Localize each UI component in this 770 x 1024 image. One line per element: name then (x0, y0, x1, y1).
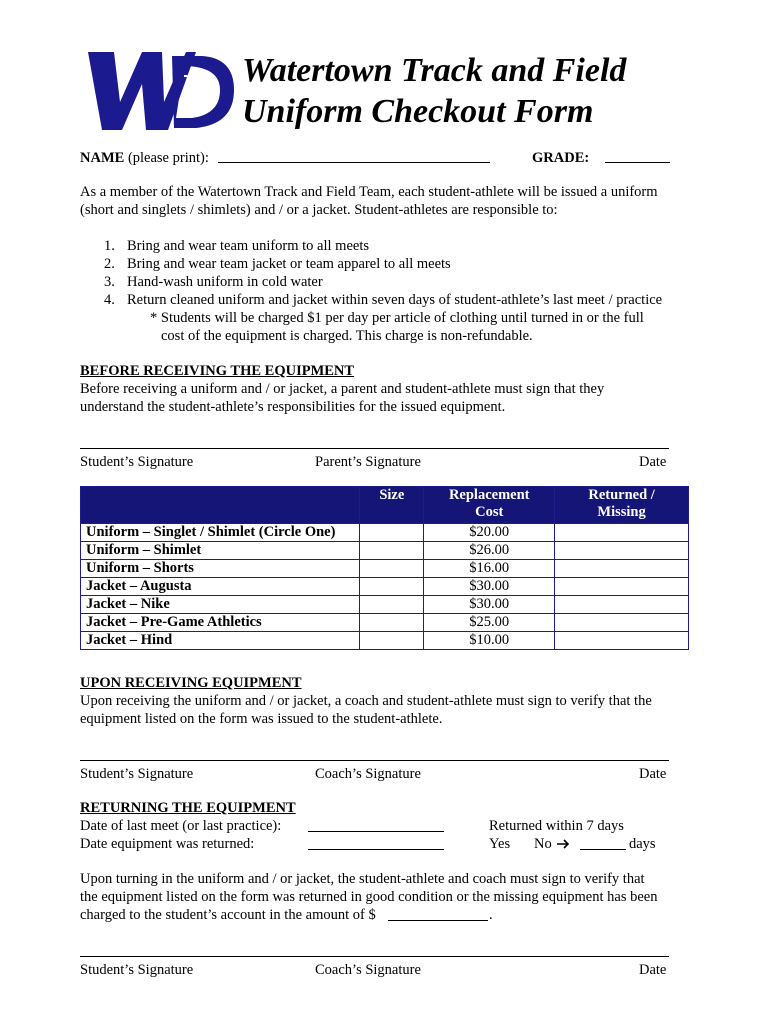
grade-label: GRADE: (532, 150, 590, 166)
list-item: 2. (104, 256, 115, 272)
equipment-table (80, 486, 689, 650)
table-row (81, 542, 689, 560)
table-header-cost: Replacement Cost (424, 487, 555, 524)
date-label: Date (639, 962, 667, 978)
last-meet-input-line[interactable] (308, 831, 444, 832)
amount-input-line[interactable] (388, 920, 488, 921)
upon-line-1: Upon receiving the uniform and / or jacket, a coach and student-athlete must sign to verify that the (80, 693, 652, 709)
name-input-line[interactable] (218, 162, 490, 163)
table-row (81, 560, 689, 578)
cost-cell: $30.00 (424, 596, 555, 614)
size-cell[interactable] (360, 596, 424, 614)
size-cell[interactable] (360, 632, 424, 650)
name-label: NAME (80, 150, 125, 166)
return-date-input-line[interactable] (308, 849, 444, 850)
table-row (81, 578, 689, 596)
name-hint: (please print): (124, 150, 209, 166)
returning-line-3-end: . (489, 907, 493, 923)
table-row (81, 632, 689, 650)
note-line-2: cost of the equipment is charged. This charge is non-refundable. (161, 328, 533, 344)
item-name: Jacket – Augusta (81, 578, 360, 596)
item-name: Jacket – Nike (81, 596, 360, 614)
last-meet-label: Date of last meet (or last practice): (80, 818, 282, 834)
signature-line[interactable] (80, 956, 669, 957)
list-item-text: Bring and wear team uniform to all meets (127, 238, 369, 254)
returned-cell[interactable] (555, 614, 689, 632)
size-cell[interactable] (360, 578, 424, 596)
grade-input-line[interactable] (605, 162, 670, 163)
note-line-1: * Students will be charged $1 per day per article of clothing until turned in or the full (150, 310, 644, 326)
item-name: Uniform – Singlet / Shimlet (Circle One) (81, 524, 360, 542)
cost-cell: $30.00 (424, 578, 555, 596)
size-cell[interactable] (360, 524, 424, 542)
cost-cell: $16.00 (424, 560, 555, 578)
list-item-text: Hand-wash uniform in cold water (127, 274, 323, 290)
returning-line-2: the equipment listed on the form was returned in good condition or the missing equipment has been (80, 889, 658, 905)
list-item-text: Bring and wear team jacket or team apparel to all meets (127, 256, 451, 272)
item-name: Jacket – Pre-Game Athletics (81, 614, 360, 632)
returning-line-3: charged to the student’s account in the amount of $ (80, 907, 376, 923)
table-header-row (81, 487, 689, 524)
days-label: days (629, 836, 656, 852)
return-date-label: Date equipment was returned: (80, 836, 255, 852)
yes-option[interactable]: Yes (489, 836, 511, 852)
list-item-text: Return cleaned uniform and jacket within seven days of student-athlete’s last meet / practice (127, 292, 663, 308)
days-input-line[interactable] (580, 849, 626, 850)
item-name: Jacket – Hind (81, 632, 360, 650)
returning-line-1: Upon turning in the uniform and / or jacket, the student-athlete and coach must sign to verify that (80, 871, 645, 887)
returned-within-label: Returned within 7 days (489, 818, 624, 834)
date-label: Date (639, 766, 667, 782)
cost-cell: $26.00 (424, 542, 555, 560)
before-line-2: understand the student-athlete’s responsibilities for the issued equipment. (80, 399, 506, 415)
form-title-line1: Watertown Track and Field (242, 52, 627, 89)
intro-line-2: (short and singlets / shimlets) and / or a jacket. Student-athletes are responsible to: (80, 202, 558, 218)
date-label: Date (639, 454, 667, 470)
table-row (81, 524, 689, 542)
item-name: Uniform – Shimlet (81, 542, 360, 560)
list-item: 3. (104, 274, 115, 290)
table-row (81, 614, 689, 632)
size-cell[interactable] (360, 614, 424, 632)
size-cell[interactable] (360, 560, 424, 578)
signature-line[interactable] (80, 760, 669, 761)
table-header-size: Size (360, 487, 424, 524)
parent-signature-label: Parent’s Signature (315, 454, 421, 470)
coach-signature-label: Coach’s Signature (315, 962, 421, 978)
cost-cell: $25.00 (424, 614, 555, 632)
signature-line[interactable] (80, 448, 669, 449)
table-header-returned: Returned / Missing (555, 487, 689, 524)
before-line-1: Before receiving a uniform and / or jacket, a parent and student-athlete must sign that they (80, 381, 605, 397)
table-header-item (81, 487, 360, 524)
upon-line-2: equipment listed on the form was issued to the student-athlete. (80, 711, 443, 727)
upon-heading: UPON RECEIVING EQUIPMENT (80, 675, 302, 691)
intro-line-1: As a member of the Watertown Track and Field Team, each student-athlete will be issued a uniform (80, 184, 658, 200)
before-heading: BEFORE RECEIVING THE EQUIPMENT (80, 363, 355, 379)
student-signature-label: Student’s Signature (80, 454, 194, 470)
returned-cell[interactable] (555, 524, 689, 542)
size-cell[interactable] (360, 542, 424, 560)
watertown-logo (84, 50, 236, 132)
form-title-line2: Uniform Checkout Form (242, 93, 594, 130)
returned-cell[interactable] (555, 632, 689, 650)
returned-cell[interactable] (555, 596, 689, 614)
item-name: Uniform – Shorts (81, 560, 360, 578)
cost-cell: $20.00 (424, 524, 555, 542)
name-field-label (80, 149, 209, 167)
returned-cell[interactable] (555, 560, 689, 578)
arrow-right-icon (556, 838, 570, 850)
returned-cell[interactable] (555, 578, 689, 596)
coach-signature-label: Coach’s Signature (315, 766, 421, 782)
no-option[interactable]: No (534, 836, 552, 852)
returning-heading: RETURNING THE EQUIPMENT (80, 800, 296, 816)
cost-cell: $10.00 (424, 632, 555, 650)
table-row (81, 596, 689, 614)
student-signature-label: Student’s Signature (80, 766, 194, 782)
list-item: 1. (104, 238, 115, 254)
returned-cell[interactable] (555, 542, 689, 560)
list-item: 4. (104, 292, 115, 308)
student-signature-label: Student’s Signature (80, 962, 194, 978)
